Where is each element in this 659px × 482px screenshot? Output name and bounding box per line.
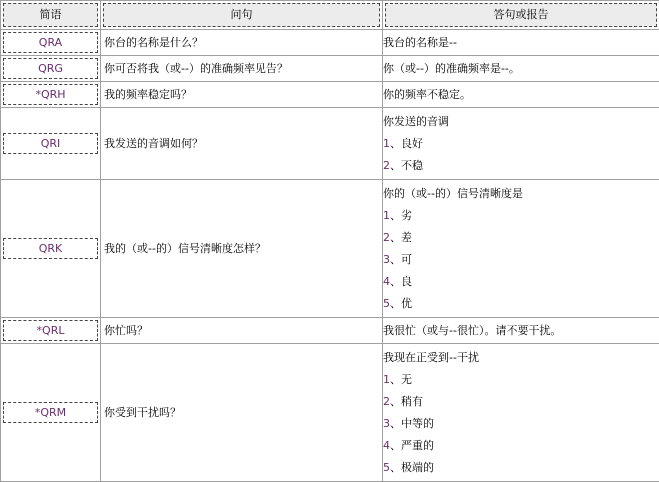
code-label: *QRH — [3, 84, 98, 105]
answer-cell — [383, 180, 659, 318]
answer-line — [383, 58, 659, 80]
answer-text: 优 — [401, 297, 412, 310]
answer-list — [383, 320, 659, 342]
code-cell — [1, 56, 101, 82]
table-row — [1, 318, 659, 344]
answer-text: 可 — [401, 253, 412, 266]
answer-line — [383, 111, 659, 133]
answer-text: 差 — [401, 231, 412, 244]
answer-separator: 、 — [390, 137, 401, 150]
answer-text: 严重的 — [401, 439, 434, 452]
question-text: 你可否将我（或--）的准确频率见告？ — [101, 58, 382, 80]
answer-line — [383, 391, 659, 413]
answer-cell — [383, 56, 659, 82]
answer-line — [383, 320, 659, 342]
table-row — [1, 108, 659, 180]
answer-separator: 、 — [390, 209, 401, 222]
table-row — [1, 344, 659, 482]
code-cell — [1, 108, 101, 180]
answer-separator: 、 — [390, 275, 401, 288]
table-row — [1, 82, 659, 108]
answer-list — [383, 347, 659, 479]
answer-separator: 、 — [390, 373, 401, 386]
answer-line — [383, 227, 659, 249]
answer-separator: 、 — [390, 297, 401, 310]
answer-text: 你的频率不稳定。 — [383, 88, 471, 101]
answer-cell — [383, 318, 659, 344]
header-cell-answer: 答句或报告 — [383, 1, 659, 30]
answer-separator: 、 — [390, 461, 401, 474]
answer-text: 我现在正受到--干扰 — [383, 351, 479, 364]
code-cell — [1, 180, 101, 318]
code-label: QRI — [3, 133, 98, 154]
answer-cell — [383, 82, 659, 108]
code-label: QRG — [3, 58, 98, 79]
answer-line — [383, 133, 659, 155]
answer-number: 1 — [383, 209, 390, 222]
question-cell — [101, 108, 383, 180]
header-cell-question: 问句 — [101, 1, 383, 30]
header-row — [1, 1, 659, 30]
question-cell — [101, 318, 383, 344]
question-text: 我的频率稳定吗？ — [101, 84, 382, 106]
answer-number: 3 — [383, 253, 390, 266]
code-label: QRA — [3, 32, 98, 53]
answer-line — [383, 249, 659, 271]
answer-line — [383, 413, 659, 435]
answer-cell — [383, 108, 659, 180]
answer-text: 良 — [401, 275, 412, 288]
answer-line — [383, 271, 659, 293]
question-text: 你忙吗？ — [101, 320, 382, 342]
answer-separator: 、 — [390, 253, 401, 266]
answer-line — [383, 369, 659, 391]
answer-separator: 、 — [390, 159, 401, 172]
answer-text: 无 — [401, 373, 412, 386]
answer-separator: 、 — [390, 395, 401, 408]
table-row — [1, 30, 659, 56]
answer-line — [383, 183, 659, 205]
answer-number: 2 — [383, 395, 390, 408]
answer-list — [383, 111, 659, 177]
answer-line — [383, 32, 659, 54]
answer-text: 我台的名称是-- — [383, 36, 457, 49]
answer-line — [383, 293, 659, 315]
question-text: 你受到干扰吗？ — [101, 402, 382, 424]
header-cell-abbr: 简语 — [1, 1, 101, 30]
answer-separator: 、 — [390, 417, 401, 430]
answer-text: 劣 — [401, 209, 412, 222]
answer-number: 3 — [383, 417, 390, 430]
code-cell — [1, 82, 101, 108]
question-cell — [101, 56, 383, 82]
table-row — [1, 180, 659, 318]
answer-number: 1 — [383, 137, 390, 150]
question-text: 我的（或--的）信号清晰度怎样？ — [101, 238, 382, 260]
answer-number: 2 — [383, 231, 390, 244]
answer-list — [383, 58, 659, 80]
question-text: 你台的名称是什么？ — [101, 32, 382, 54]
answer-number: 2 — [383, 159, 390, 172]
answer-line — [383, 457, 659, 479]
question-cell — [101, 344, 383, 482]
code-cell — [1, 30, 101, 56]
answer-cell — [383, 344, 659, 482]
answer-number: 5 — [383, 461, 390, 474]
question-cell — [101, 82, 383, 108]
answer-line — [383, 155, 659, 177]
answer-text: 你发送的音调 — [383, 115, 449, 128]
code-label: *QRL — [3, 320, 98, 341]
answer-text: 中等的 — [401, 417, 434, 430]
answer-number: 5 — [383, 297, 390, 310]
question-text: 我发送的音调如何？ — [101, 133, 382, 155]
answer-text: 不稳 — [401, 159, 423, 172]
question-cell — [101, 180, 383, 318]
answer-number: 1 — [383, 373, 390, 386]
answer-number: 4 — [383, 439, 390, 452]
answer-text: 稍有 — [401, 395, 423, 408]
question-cell — [101, 30, 383, 56]
table-row — [1, 56, 659, 82]
code-label: *QRM — [3, 402, 98, 423]
answer-line — [383, 347, 659, 369]
answer-list — [383, 183, 659, 315]
answer-text: 极端的 — [401, 461, 434, 474]
answer-cell — [383, 30, 659, 56]
answer-list — [383, 84, 659, 106]
code-label: QRK — [3, 238, 98, 259]
answer-line — [383, 435, 659, 457]
answer-text: 我很忙（或与--很忙）。请不要干扰。 — [383, 324, 561, 337]
answer-list — [383, 32, 659, 54]
answer-text: 你（或--）的准确频率是--。 — [383, 62, 520, 75]
answer-line — [383, 205, 659, 227]
answer-separator: 、 — [390, 439, 401, 452]
code-cell — [1, 318, 101, 344]
answer-number: 4 — [383, 275, 390, 288]
answer-text: 良好 — [401, 137, 423, 150]
answer-separator: 、 — [390, 231, 401, 244]
answer-line — [383, 84, 659, 106]
answer-text: 你的（或--的）信号清晰度是 — [383, 187, 523, 200]
code-cell — [1, 344, 101, 482]
